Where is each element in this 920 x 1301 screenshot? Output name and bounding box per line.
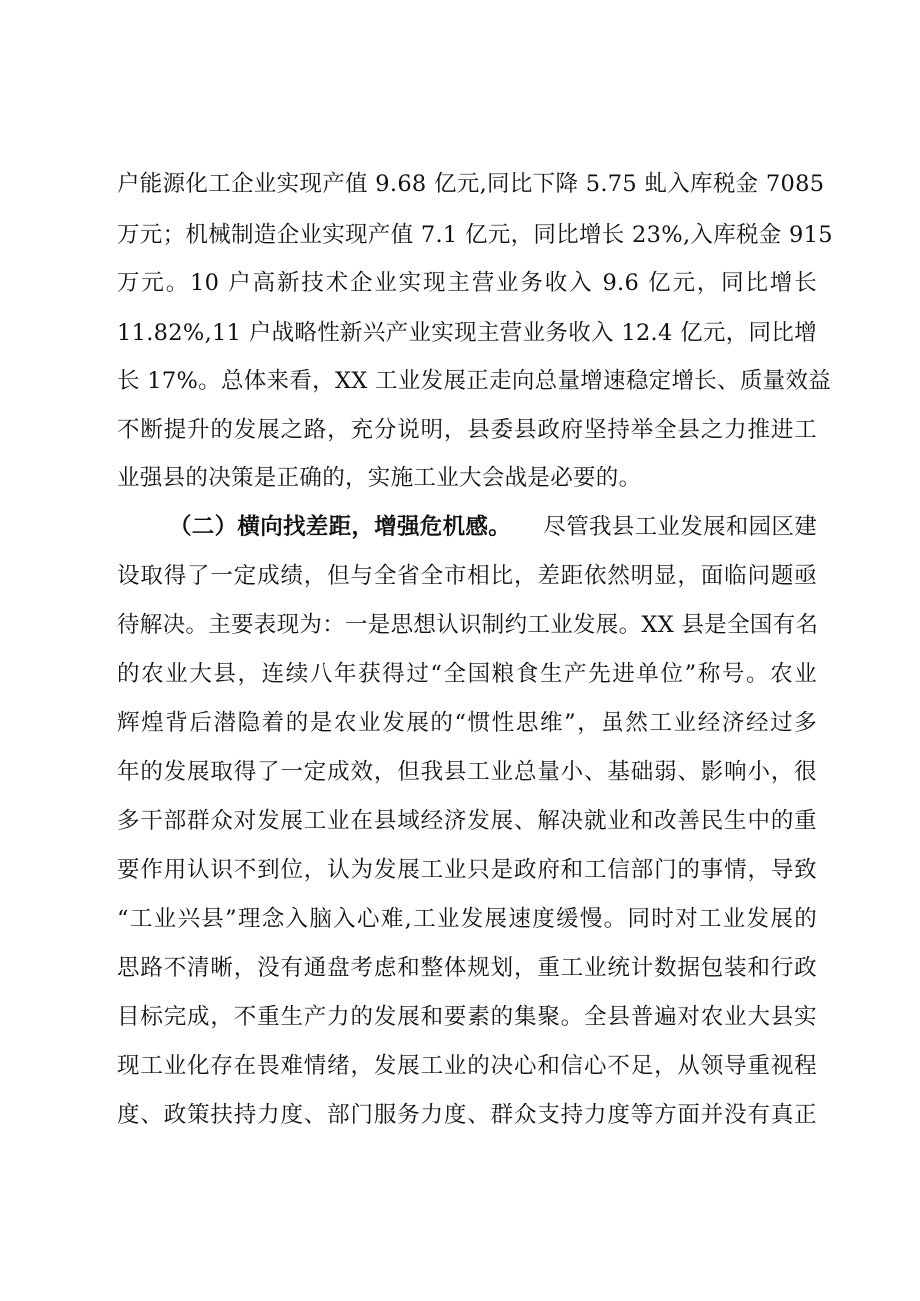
- paragraph2-line-13: 度、政策扶持力度、部门服务力度、群众支持力度等方面并没有真正: [117, 1102, 817, 1128]
- paragraph2-line-8: 要作用认识不到位，认为发展工业只是政府和工信部门的事情，导致: [117, 857, 817, 883]
- paragraph2-line-3: 待解决。主要表现为：一是思想认识制约工业发展。XX 县是全国有名: [117, 612, 819, 638]
- paragraph1-line-5: 长 17%。总体来看，XX 工业发展正走向总量增速稳定增长、质量效益: [117, 368, 832, 394]
- section-heading: （二）横向找差距，增强危机感。: [169, 514, 512, 540]
- paragraph2-line-5: 辉煌背后潜隐着的是农业发展的“惯性思维”，虽然工业经济经过多: [117, 710, 817, 736]
- paragraph1-line-3: 万元。10 户高新技术企业实现主营业务收入 9.6 亿元，同比增长: [117, 270, 817, 296]
- paragraph2-line-1: [169, 512, 817, 542]
- paragraph2-line-11: 目标完成，不重生产力的发展和要素的集聚。全县普遍对农业大县实: [117, 1004, 817, 1030]
- paragraph2-line-7: 多干部群众对发展工业在县域经济发展、解决就业和改善民生中的重: [117, 808, 817, 834]
- paragraph1-line-6: 不断提升的发展之路，充分说明，县委县政府坚持举全县之力推进工: [117, 417, 817, 443]
- paragraph1-line-1: 户能源化工企业实现产值 9.68 亿元,同比下降 5.75 虬入库税金 7085: [117, 171, 825, 197]
- paragraph1-line-4: 11.82%,11 户战略性新兴产业实现主营业务收入 12.4 亿元，同比增: [117, 320, 817, 346]
- paragraph2-line-9: “工业兴县”理念入脑入心难,工业发展速度缓慢。同时对工业发展的: [117, 906, 817, 932]
- paragraph2-line-4: 的农业大县，连续八年获得过“全国粮食生产先进单位”称号。农业: [117, 661, 817, 687]
- paragraph1-line-7: 业强县的决策是正确的，实施工业大会战是必要的。: [117, 465, 642, 491]
- paragraph1-line-2: 万元；机械制造企业实现产值 7.1 亿元，同比增长 23%,入库税金 915: [117, 222, 833, 248]
- paragraph2-line-10: 思路不清晰，没有通盘考虑和整体规划，重工业统计数据包装和行政: [117, 955, 817, 981]
- paragraph2-line-2: 设取得了一定成绩，但与全省全市相比，差距依然明显，面临问题亟: [117, 563, 817, 589]
- paragraph2-line-6: 年的发展取得了一定成效，但我县工业总量小、基础弱、影响小，很: [117, 759, 817, 785]
- paragraph2-line-1-rest: 尽管我县工业发展和园区建: [543, 514, 817, 540]
- paragraph2-line-12: 现工业化存在畏难情绪，发展工业的决心和信心不足，从领导重视程: [117, 1053, 817, 1079]
